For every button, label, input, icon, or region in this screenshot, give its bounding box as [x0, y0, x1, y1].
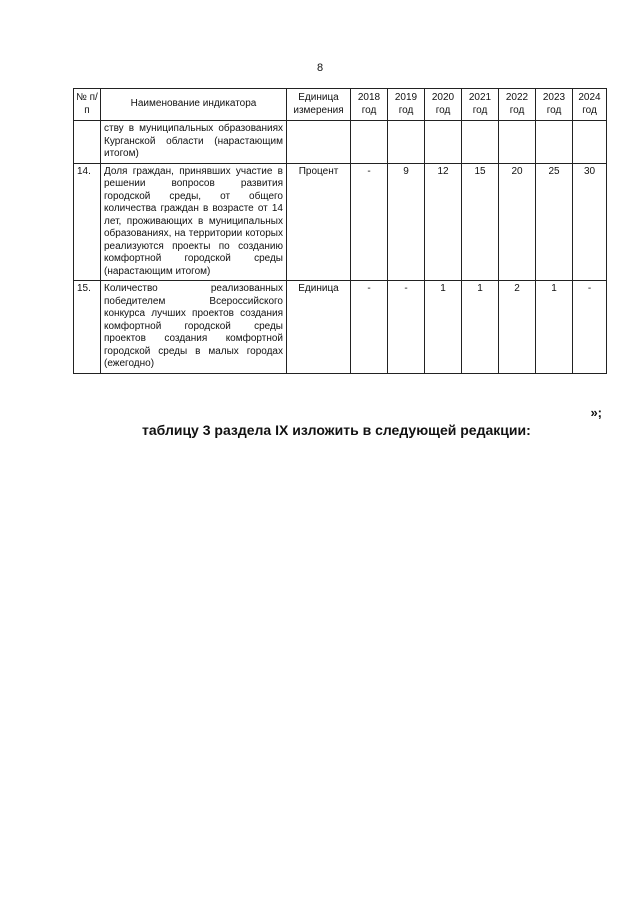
header-year-2021: 2021 год: [462, 89, 499, 121]
cell-unit: Процент: [287, 163, 351, 281]
header-year-2023: 2023 год: [536, 89, 573, 121]
table-row-15: [74, 281, 607, 374]
cell-value-2022: 20: [499, 163, 536, 281]
cell-value-2019: -: [388, 281, 425, 374]
cell-value: [351, 121, 388, 164]
cell-value: [573, 121, 607, 164]
header-year-2019: 2019 год: [388, 89, 425, 121]
header-name: Наименование индикатора: [101, 89, 287, 121]
cell-value-2021: 1: [462, 281, 499, 374]
cell-value: [388, 121, 425, 164]
cell-value: [499, 121, 536, 164]
indicators-table: [73, 88, 607, 374]
cell-value-2022: 2: [499, 281, 536, 374]
page-number: 8: [316, 62, 324, 74]
header-num: № п/п: [74, 89, 101, 121]
cell-num: [74, 121, 101, 164]
table-row-14: [74, 163, 607, 281]
header-unit: Единица измерения: [287, 89, 351, 121]
cell-value-2023: 1: [536, 281, 573, 374]
cell-name: Количество реализованных победителем Всероссийского конкурса лучших проектов создания комфортной городской среды проектов создания комфортной городской среды в малых городах (ежегодно): [101, 281, 287, 374]
cell-value: [536, 121, 573, 164]
cell-unit: [287, 121, 351, 164]
cell-value-2023: 25: [536, 163, 573, 281]
header-year-2018: 2018 год: [351, 89, 388, 121]
cell-num: 15.: [74, 281, 101, 374]
cell-name: ству в муниципальных образованиях Курганской области (нарастающим итогом): [101, 121, 287, 164]
cell-value-2024: 30: [573, 163, 607, 281]
header-year-2024: 2024 год: [573, 89, 607, 121]
cell-unit: Единица: [287, 281, 351, 374]
cell-value-2024: -: [573, 281, 607, 374]
instruction-text: таблицу 3 раздела IX изложить в следующей редакции:: [142, 422, 531, 438]
table-row-continuation: [74, 121, 607, 164]
cell-name: Доля граждан, принявших участие в решении вопросов развития городской среды, от общего количества граждан в возрасте от 14 лет, проживающих в муниципальных образованиях, на территории которых реализуются проекты по созданию комфортной городской среды (нарастающим итогом): [101, 163, 287, 281]
cell-value-2018: -: [351, 163, 388, 281]
table-header-row: [74, 89, 607, 121]
cell-num: 14.: [74, 163, 101, 281]
cell-value-2020: 1: [425, 281, 462, 374]
header-year-2020: 2020 год: [425, 89, 462, 121]
cell-value-2019: 9: [388, 163, 425, 281]
cell-value-2020: 12: [425, 163, 462, 281]
cell-value-2018: -: [351, 281, 388, 374]
closing-quote: »;: [590, 405, 602, 420]
cell-value: [462, 121, 499, 164]
cell-value: [425, 121, 462, 164]
header-year-2022: 2022 год: [499, 89, 536, 121]
cell-value-2021: 15: [462, 163, 499, 281]
